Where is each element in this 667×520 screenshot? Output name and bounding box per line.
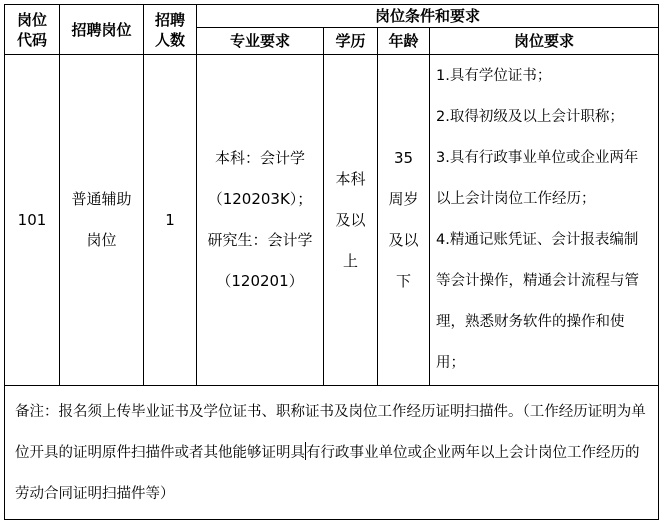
header-age: 年龄 xyxy=(378,28,430,55)
requirement-line: 等会计操作，精通会计流程与管 xyxy=(436,273,639,289)
major-line: 本科：会计学 xyxy=(214,149,305,167)
header-conditions-group: 岗位条件和要求 xyxy=(197,5,659,28)
cell-post-name xyxy=(60,55,144,386)
header-requirements: 岗位要求 xyxy=(430,28,659,55)
cell-age xyxy=(378,55,430,386)
education-line: 及以 xyxy=(335,210,366,229)
age-line: 及以 xyxy=(388,231,419,249)
header-post-code: 岗位 代码 xyxy=(5,5,60,55)
post-name-line: 普通辅助 xyxy=(71,190,132,208)
cell-post-code: 101 xyxy=(5,55,60,386)
header-hire-count: 招聘 人数 xyxy=(144,5,197,55)
recruitment-table xyxy=(4,4,659,520)
requirement-line: 4.精通记账凭证、会计报表编制 xyxy=(436,232,639,248)
age-line: 周岁 xyxy=(388,190,419,208)
header-major: 专业要求 xyxy=(197,28,324,55)
major-line: （120203K）； xyxy=(207,190,313,208)
cell-hire-count: 1 xyxy=(144,55,197,386)
education-line: 本科 xyxy=(335,169,366,188)
major-line: （120201） xyxy=(216,272,304,290)
cell-requirements xyxy=(430,55,659,386)
note-text-part1: 备注：报名须上传毕业证书及学位证书、职称证书及岗位工作经历证明扫描件。（工作经历证明为单位开具的证明原件扫描件或者其他能够证明具 xyxy=(15,404,646,461)
age-line: 下 xyxy=(395,272,411,290)
education-line: 上 xyxy=(342,251,358,270)
requirement-line: 以上会计岗位工作经历； xyxy=(436,191,596,207)
age-line: 35 xyxy=(393,149,414,167)
note-text-part2: 有行政事业单位或企业两年以上会计岗位工作经历的劳动合同证明扫描件等） xyxy=(15,445,640,502)
major-line: 研究生：会计学 xyxy=(207,231,313,249)
requirement-line: 2.取得初级及以上会计职称； xyxy=(436,109,624,125)
requirement-line: 理，熟悉财务软件的操作和使 xyxy=(436,314,625,330)
cell-major xyxy=(197,55,324,386)
requirement-line: 1.具有学位证书； xyxy=(436,68,552,84)
requirement-line: 用； xyxy=(436,355,465,371)
requirement-line: 3.具有行政事业单位或企业两年 xyxy=(436,150,639,166)
header-post-name: 招聘岗位 xyxy=(60,5,144,55)
cell-education xyxy=(324,55,378,386)
note-cell[interactable] xyxy=(5,386,659,520)
post-name-line: 岗位 xyxy=(86,231,117,249)
header-education: 学历 xyxy=(324,28,378,55)
